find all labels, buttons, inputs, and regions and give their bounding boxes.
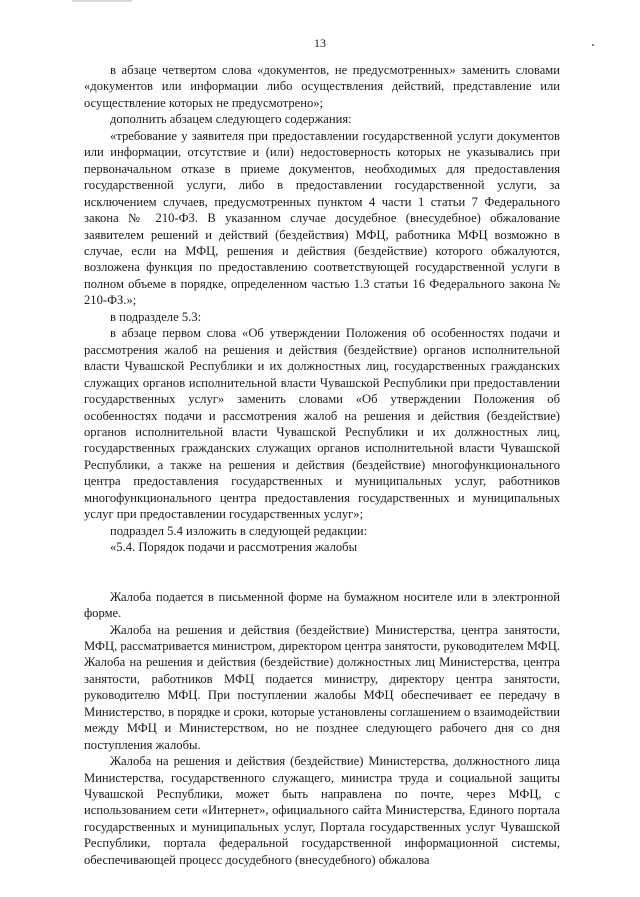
document-body [84, 62, 560, 868]
paragraph-requirement-quote: «требование у заявителя при предоставлении государственной услуги документов или информации, отсутствие и (или) недостоверность которых не указывались при первоначальном отказе в приеме документов, необходимых для предоставления государственной услуги, либо в предоставлении государственной услуги, за исключением случаев, предусмотренных пунктом 4 части 1 статьи 7 Федерального закона № 210-ФЗ. В указанном случае досудебное (внесудебное) обжалование заявителем решений и действий (бездействия) МФЦ, работника МФЦ возможно в случае, если на МФЦ, решения и действия (бездействие) которого обжалуются, возложена функция по предоставлению соответствующей государственной услуги в полном объеме в порядке, определенном частью 1.3 статьи 16 Федерального закона № 210-ФЗ.»; [84, 128, 560, 308]
scan-edge-mark [72, 0, 132, 2]
scan-speck [592, 44, 594, 46]
paragraph-complaint-review: Жалоба на решения и действия (бездействие) Министерства, центра занятости, МФЦ, рассматривается министром, директором центра занятости, руководителем МФЦ. Жалоба на решения и действия (бездействие) должностных лиц Министерства, центра занятости, работников МФЦ подается министру, директору центра занятости, руководителю МФЦ. При поступлении жалобы МФЦ обеспечивает ее передачу в Министерство, в порядке и сроки, которые установлены соглашением о взаимодействии между МФЦ и Министерством, но не позднее следующего рабочего дня со дня поступления жалобы. [84, 622, 560, 752]
paragraph-subsection-5-3: в подразделе 5.3: [110, 309, 202, 324]
paragraph-add-clause: дополнить абзацем следующего содержания: [110, 112, 352, 127]
paragraph-subsection-5-4: подраздел 5.4 изложить в следующей редакции: [110, 523, 368, 538]
paragraph-complaint-form: Жалоба подается в письменной форме на бумажном носителе или в электронной форме. [84, 589, 560, 621]
section-heading-5-4: «5.4. Порядок подачи и рассмотрения жалобы [110, 540, 358, 555]
paragraph-complaint-channels: Жалоба на решения и действия (бездействие) Министерства, должностного лица Министерства, государственного служащего, министра труда и социальной защиты Чувашской Республики, может быть направлена по почте, через МФЦ, с использованием сети «Интернет», официального сайта Министерства, Единого портала государственных и муниципальных услуг, Портала государственных услуг Чувашской Республики, портала федеральной государственной информационной системы, обеспечивающей процесс досудебного (внесудебного) обжалова [84, 754, 560, 867]
paragraph-amend-clause-4: в абзаце четвертом слова «документов, не предусмотренных» заменить словами «документов или информации либо осуществления действий, представление или осуществление которых не предусмотрено»; [84, 63, 560, 110]
page-number: 13 [314, 36, 326, 50]
paragraph-clause-1-replacement: в абзаце первом слова «Об утверждении Положения об особенностях подачи и рассмотрения жалоб на решения и действия (бездействие) органов исполнительной власти Чувашской Республики и их должностных лиц, государственных гражданских служащих органов исполнительной власти Чувашской Республики при предоставлении государственных услуг» заменить словами «Об утверждении Положения об особенностях подачи и рассмотрения жалоб на решения и действия (бездействие) органов исполнительной власти Чувашской Республики и их должностных лиц, государственных гражданских служащих органов исполнительной власти Чувашской Республики, а также на решения и действия (бездействие) многофункционального центра предоставления государственных и муниципальных услуг, работников многофункционального центра предоставления государственных и муниципальных услуг при предоставлении государственных услуг»; [84, 326, 560, 522]
